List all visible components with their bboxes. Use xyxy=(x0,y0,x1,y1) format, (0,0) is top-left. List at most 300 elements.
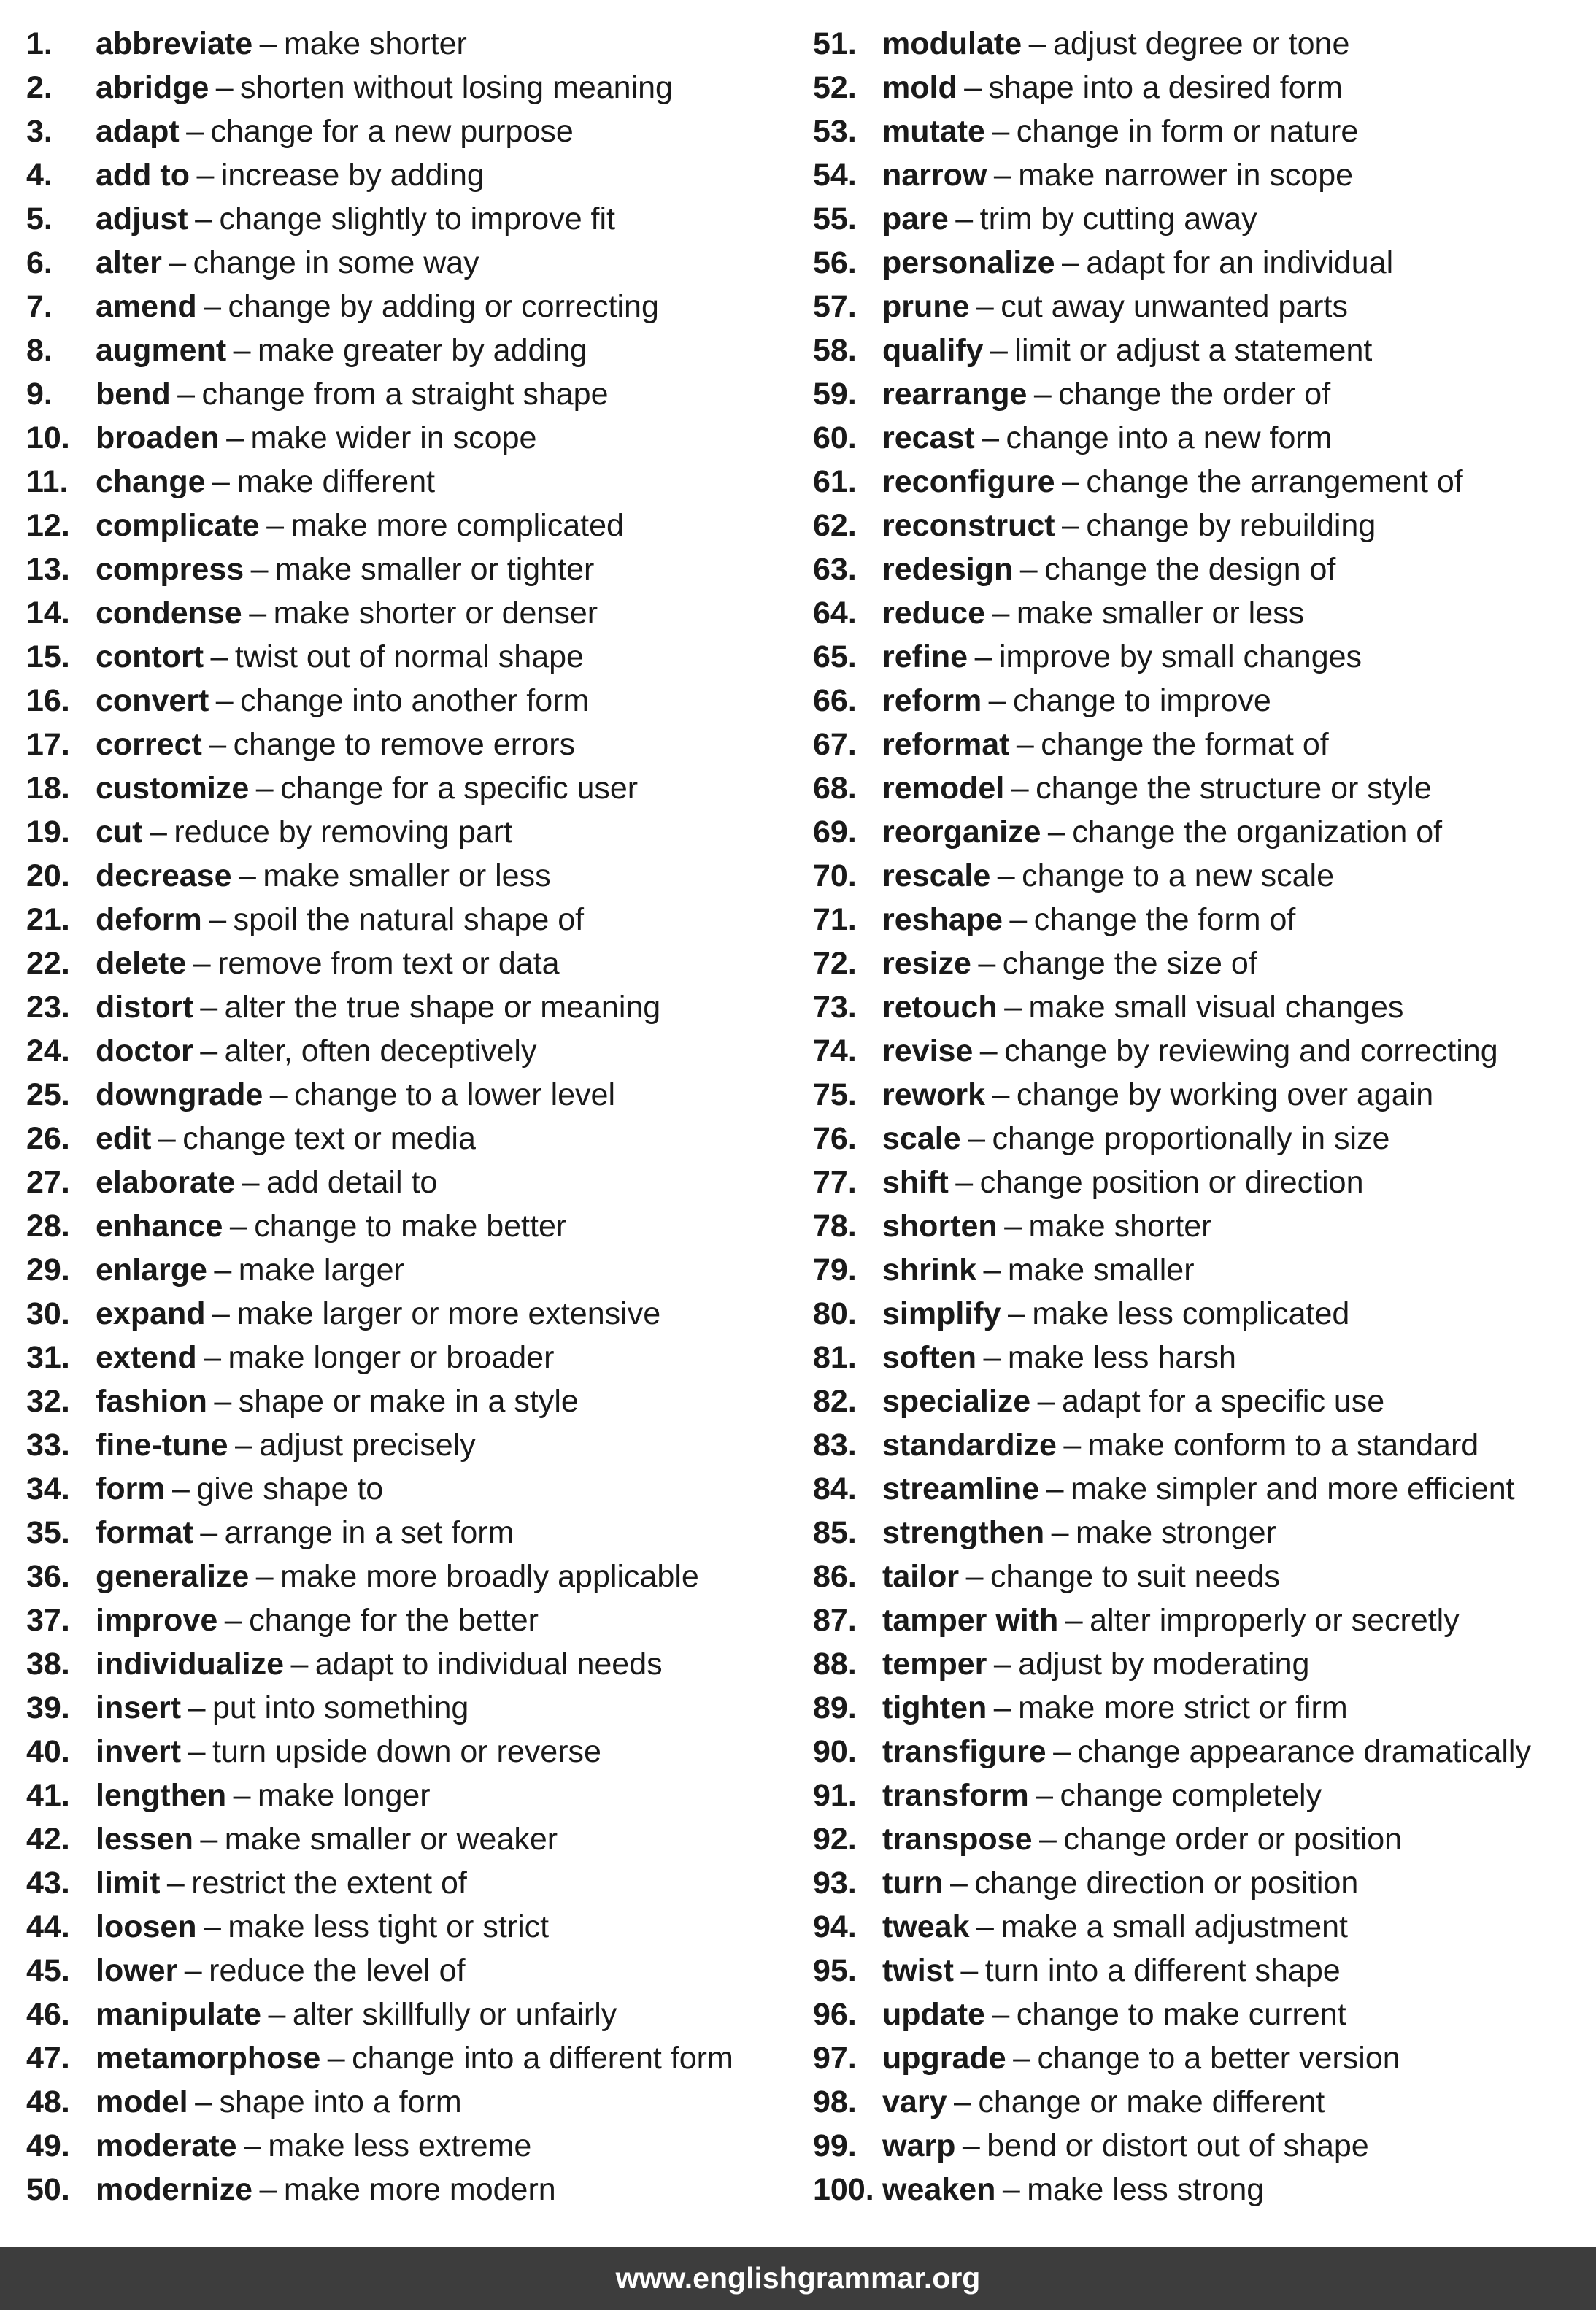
item-definition: change to suit needs xyxy=(990,1559,1280,1594)
list-item xyxy=(813,1511,1587,1555)
item-body xyxy=(882,1730,1531,1774)
list-item xyxy=(26,2036,800,2080)
item-number: 18. xyxy=(26,771,70,806)
item-word: scale xyxy=(882,1121,961,1156)
list-item xyxy=(26,1467,800,1511)
item-body xyxy=(882,854,1334,898)
item-definition: shape into a form xyxy=(219,2084,462,2120)
item-word: modernize xyxy=(96,2172,253,2207)
item-dash: – xyxy=(1037,1384,1055,1419)
item-word: format xyxy=(96,1515,193,1550)
item-definition: make small visual changes xyxy=(1028,990,1404,1025)
item-definition: make smaller xyxy=(1007,1252,1195,1287)
item-dash: – xyxy=(212,1296,230,1331)
item-definition: make longer xyxy=(258,1778,431,1813)
item-definition: change to a lower level xyxy=(294,1077,615,1112)
list-item xyxy=(813,372,1587,416)
item-word: tweak xyxy=(882,1909,970,1944)
item-number: 34. xyxy=(26,1471,70,1506)
item-body xyxy=(96,1204,566,1248)
item-word: remodel xyxy=(882,771,1005,806)
item-dash: – xyxy=(177,377,196,412)
list-item xyxy=(813,1204,1587,1248)
list-item xyxy=(813,1117,1587,1160)
list-item xyxy=(26,854,800,898)
item-word: adapt xyxy=(96,114,180,149)
list-item xyxy=(26,328,800,372)
item-dash: – xyxy=(1065,1603,1083,1638)
item-dash: – xyxy=(238,858,256,893)
item-word: customize xyxy=(96,771,250,806)
item-body xyxy=(96,1379,579,1423)
item-body xyxy=(96,2168,556,2211)
list-item xyxy=(26,109,800,153)
item-definition: change the form of xyxy=(1033,902,1296,937)
item-number: 76. xyxy=(813,1121,857,1156)
item-body xyxy=(96,109,574,153)
item-definition: alter improperly or secretly xyxy=(1090,1603,1460,1638)
item-body xyxy=(96,1160,437,1204)
item-word: twist xyxy=(882,1953,954,1988)
item-definition: make more modern xyxy=(283,2172,556,2207)
item-body xyxy=(96,591,598,635)
item-body xyxy=(882,1248,1195,1292)
item-number: 17. xyxy=(26,727,70,762)
item-word: metamorphose xyxy=(96,2041,321,2076)
item-word: compress xyxy=(96,552,244,587)
item-dash: – xyxy=(1051,1515,1069,1550)
item-definition: change by adding or correcting xyxy=(228,289,659,324)
item-definition: change to a new scale xyxy=(1022,858,1334,893)
item-number: 50. xyxy=(26,2172,70,2207)
item-number: 60. xyxy=(813,420,857,455)
item-body xyxy=(96,1949,466,1993)
item-dash: – xyxy=(200,990,218,1025)
item-number: 15. xyxy=(26,639,70,674)
list-item xyxy=(26,1292,800,1336)
item-number: 41. xyxy=(26,1778,70,1813)
item-body xyxy=(96,328,587,372)
item-dash: – xyxy=(962,2128,980,2163)
item-definition: turn upside down or reverse xyxy=(212,1734,601,1769)
item-dash: – xyxy=(327,2041,345,2076)
list-item xyxy=(813,591,1587,635)
item-word: reduce xyxy=(882,596,986,631)
item-number: 67. xyxy=(813,727,857,762)
item-dash: – xyxy=(195,2084,213,2120)
item-number: 47. xyxy=(26,2041,70,2076)
item-word: shift xyxy=(882,1165,949,1200)
item-number: 78. xyxy=(813,1209,857,1244)
list-item xyxy=(26,1379,800,1423)
list-item xyxy=(813,241,1587,285)
item-body xyxy=(882,22,1349,66)
item-body xyxy=(882,2168,1264,2211)
item-dash: – xyxy=(953,2084,971,2120)
item-definition: change completely xyxy=(1060,1778,1322,1813)
item-dash: – xyxy=(255,1559,274,1594)
list-item xyxy=(813,1730,1587,1774)
item-definition: alter the true shape or meaning xyxy=(224,990,661,1025)
item-body xyxy=(882,723,1329,766)
list-item xyxy=(26,1555,800,1598)
item-number: 20. xyxy=(26,858,70,893)
list-item xyxy=(26,2168,800,2211)
item-word: lengthen xyxy=(96,1778,227,1813)
list-item xyxy=(813,1686,1587,1730)
item-definition: change for a specific user xyxy=(280,771,639,806)
list-item xyxy=(26,2124,800,2168)
item-body xyxy=(882,1774,1322,1817)
item-definition: change to improve xyxy=(1013,683,1271,718)
list-item xyxy=(813,1949,1587,1993)
item-body xyxy=(882,1467,1515,1511)
item-word: enhance xyxy=(96,1209,223,1244)
item-body xyxy=(882,1555,1280,1598)
item-body xyxy=(882,679,1271,723)
item-body xyxy=(96,635,584,679)
item-body xyxy=(882,1511,1276,1555)
list-item xyxy=(26,153,800,197)
item-body xyxy=(882,1117,1389,1160)
item-word: complicate xyxy=(96,508,260,543)
list-item xyxy=(813,109,1587,153)
item-number: 73. xyxy=(813,990,857,1025)
item-body xyxy=(96,1423,476,1467)
item-definition: adjust by moderating xyxy=(1018,1647,1310,1682)
item-number: 10. xyxy=(26,420,70,455)
item-number: 12. xyxy=(26,508,70,543)
item-body xyxy=(96,416,536,460)
item-definition: change for a new purpose xyxy=(210,114,574,149)
item-definition: change order or position xyxy=(1063,1822,1403,1857)
item-definition: make more broadly applicable xyxy=(280,1559,699,1594)
list-item xyxy=(26,1511,800,1555)
item-word: transpose xyxy=(882,1822,1033,1857)
list-item xyxy=(26,1029,800,1073)
item-number: 48. xyxy=(26,2084,70,2120)
item-definition: twist out of normal shape xyxy=(234,639,584,674)
item-definition: change the format of xyxy=(1041,727,1329,762)
item-body xyxy=(882,1598,1460,1642)
item-dash: – xyxy=(990,333,1008,368)
item-word: bend xyxy=(96,377,171,412)
item-word: recast xyxy=(882,420,975,455)
item-dash: – xyxy=(1004,990,1022,1025)
item-body xyxy=(96,1817,558,1861)
item-word: extend xyxy=(96,1340,197,1375)
list-item xyxy=(26,22,800,66)
item-number: 55. xyxy=(813,201,857,236)
item-number: 35. xyxy=(26,1515,70,1550)
item-word: abridge xyxy=(96,70,209,105)
item-definition: make less extreme xyxy=(268,2128,532,2163)
item-number: 74. xyxy=(813,1033,857,1069)
list-item xyxy=(813,2124,1587,2168)
item-dash: – xyxy=(149,815,167,850)
item-body xyxy=(96,1598,539,1642)
item-number: 80. xyxy=(813,1296,857,1331)
item-dash: – xyxy=(233,1778,251,1813)
item-word: enlarge xyxy=(96,1252,207,1287)
item-definition: change proportionally in size xyxy=(992,1121,1390,1156)
item-dash: – xyxy=(979,1033,998,1069)
list-item xyxy=(26,766,800,810)
item-word: rescale xyxy=(882,858,991,893)
item-body xyxy=(96,1248,404,1292)
item-number: 93. xyxy=(813,1866,857,1901)
item-word: personalize xyxy=(882,245,1055,280)
right-column xyxy=(813,22,1587,2211)
item-definition: change from a straight shape xyxy=(201,377,609,412)
item-word: reshape xyxy=(882,902,1003,937)
item-word: mold xyxy=(882,70,957,105)
item-definition: adjust degree or tone xyxy=(1052,26,1350,61)
list-item xyxy=(26,504,800,547)
item-definition: restrict the extent of xyxy=(191,1866,467,1901)
item-number: 5. xyxy=(26,201,53,236)
item-word: adjust xyxy=(96,201,188,236)
item-definition: make a small adjustment xyxy=(1001,1909,1348,1944)
list-item xyxy=(26,635,800,679)
item-number: 30. xyxy=(26,1296,70,1331)
item-body xyxy=(96,285,659,328)
item-dash: – xyxy=(1019,552,1038,587)
list-item xyxy=(26,416,800,460)
footer-website-link[interactable]: www.englishgrammar.org xyxy=(615,2261,981,2295)
item-dash: – xyxy=(196,158,215,193)
list-item xyxy=(813,285,1587,328)
item-dash: – xyxy=(210,639,228,674)
item-dash: – xyxy=(992,1997,1010,2032)
item-definition: make simpler and more efficient xyxy=(1070,1471,1515,1506)
item-word: transfigure xyxy=(882,1734,1046,1769)
item-word: abbreviate xyxy=(96,26,253,61)
list-item xyxy=(813,197,1587,241)
item-body xyxy=(882,1905,1348,1949)
item-word: delete xyxy=(96,946,187,981)
item-definition: change to remove errors xyxy=(233,727,576,762)
list-item xyxy=(813,504,1587,547)
item-body xyxy=(882,328,1372,372)
item-body xyxy=(882,635,1362,679)
item-word: tailor xyxy=(882,1559,960,1594)
list-item xyxy=(813,22,1587,66)
item-number: 59. xyxy=(813,377,857,412)
item-definition: change in some way xyxy=(193,245,479,280)
item-dash: – xyxy=(200,1033,218,1069)
list-item xyxy=(813,766,1587,810)
item-word: strengthen xyxy=(882,1515,1045,1550)
item-dash: – xyxy=(1016,727,1034,762)
list-item xyxy=(813,1160,1587,1204)
item-word: model xyxy=(96,2084,188,2120)
item-word: streamline xyxy=(882,1471,1040,1506)
item-dash: – xyxy=(960,1953,979,1988)
item-dash: – xyxy=(209,727,227,762)
item-number: 21. xyxy=(26,902,70,937)
item-dash: – xyxy=(1038,1822,1057,1857)
item-number: 54. xyxy=(813,158,857,193)
item-word: reorganize xyxy=(882,815,1041,850)
item-body xyxy=(882,810,1442,854)
item-dash: – xyxy=(983,1340,1001,1375)
item-number: 72. xyxy=(813,946,857,981)
item-body xyxy=(96,854,551,898)
item-number: 42. xyxy=(26,1822,70,1857)
item-word: mutate xyxy=(882,114,985,149)
item-definition: shape or make in a style xyxy=(238,1384,579,1419)
list-item xyxy=(813,66,1587,109)
item-word: loosen xyxy=(96,1909,197,1944)
item-dash: – xyxy=(209,902,227,937)
list-item xyxy=(813,635,1587,679)
item-definition: improve by small changes xyxy=(998,639,1362,674)
item-definition: make less tight or strict xyxy=(228,1909,550,1944)
item-dash: – xyxy=(259,2172,277,2207)
item-word: cut xyxy=(96,815,143,850)
item-definition: make shorter or denser xyxy=(273,596,598,631)
item-body xyxy=(96,197,615,241)
item-number: 8. xyxy=(26,333,53,368)
item-body xyxy=(96,985,660,1029)
list-item xyxy=(813,1774,1587,1817)
list-item xyxy=(26,1248,800,1292)
item-number: 63. xyxy=(813,552,857,587)
item-number: 22. xyxy=(26,946,70,981)
item-number: 46. xyxy=(26,1997,70,2032)
item-number: 16. xyxy=(26,683,70,718)
list-item xyxy=(813,1423,1587,1467)
item-number: 86. xyxy=(813,1559,857,1594)
item-body xyxy=(96,504,624,547)
item-word: narrow xyxy=(882,158,987,193)
item-body xyxy=(882,898,1295,942)
item-definition: make greater by adding xyxy=(258,333,587,368)
item-word: contort xyxy=(96,639,204,674)
item-number: 57. xyxy=(813,289,857,324)
list-item xyxy=(26,1423,800,1467)
item-definition: spoil the natural shape of xyxy=(233,902,585,937)
item-number: 32. xyxy=(26,1384,70,1419)
list-item xyxy=(26,285,800,328)
list-item xyxy=(26,1774,800,1817)
item-dash: – xyxy=(997,858,1015,893)
item-dash: – xyxy=(204,1909,221,1944)
list-item xyxy=(813,1336,1587,1379)
list-item xyxy=(813,1555,1587,1598)
item-word: reconstruct xyxy=(882,508,1055,543)
item-word: lessen xyxy=(96,1822,193,1857)
item-number: 94. xyxy=(813,1909,857,1944)
item-number: 85. xyxy=(813,1515,857,1550)
item-word: resize xyxy=(882,946,971,981)
item-definition: make different xyxy=(236,464,436,499)
item-body xyxy=(96,1686,469,1730)
item-definition: change the order of xyxy=(1058,377,1331,412)
item-body xyxy=(882,372,1330,416)
item-definition: alter, often deceptively xyxy=(224,1033,537,1069)
item-definition: change into another form xyxy=(240,683,590,718)
list-item xyxy=(26,1642,800,1686)
item-body xyxy=(96,1511,514,1555)
item-number: 52. xyxy=(813,70,857,105)
item-number: 79. xyxy=(813,1252,857,1287)
item-dash: – xyxy=(992,1077,1010,1112)
item-dash: – xyxy=(1028,26,1046,61)
list-item xyxy=(813,985,1587,1029)
item-word: refine xyxy=(882,639,968,674)
item-dash: – xyxy=(268,1997,286,2032)
item-definition: reduce by removing part xyxy=(174,815,513,850)
item-body xyxy=(96,1467,383,1511)
list-item xyxy=(26,547,800,591)
item-dash: – xyxy=(259,26,277,61)
list-item xyxy=(26,942,800,985)
item-dash: – xyxy=(193,946,211,981)
item-body xyxy=(96,153,485,197)
list-item xyxy=(813,1029,1587,1073)
item-word: transform xyxy=(882,1778,1029,1813)
list-item xyxy=(813,1379,1587,1423)
item-dash: – xyxy=(235,1428,252,1463)
item-body xyxy=(882,1817,1402,1861)
item-definition: change direction or position xyxy=(974,1866,1359,1901)
list-item xyxy=(813,1993,1587,2036)
item-body xyxy=(96,22,467,66)
item-number: 49. xyxy=(26,2128,70,2163)
item-body xyxy=(882,1642,1309,1686)
list-item xyxy=(26,197,800,241)
item-definition: make shorter xyxy=(1028,1209,1212,1244)
item-dash: – xyxy=(229,1209,247,1244)
list-item xyxy=(813,854,1587,898)
item-definition: make smaller or weaker xyxy=(224,1822,558,1857)
item-dash: – xyxy=(1011,771,1029,806)
list-item xyxy=(26,1117,800,1160)
item-definition: adapt for a specific use xyxy=(1062,1384,1385,1419)
item-body xyxy=(96,679,589,723)
item-body xyxy=(882,1861,1358,1905)
item-definition: change the arrangement of xyxy=(1086,464,1463,499)
item-dash: – xyxy=(166,1866,185,1901)
item-definition: change the organization of xyxy=(1072,815,1443,850)
item-definition: change by working over again xyxy=(1016,1077,1434,1112)
list-item xyxy=(813,1642,1587,1686)
item-number: 92. xyxy=(813,1822,857,1857)
item-definition: make smaller or tighter xyxy=(275,552,595,587)
item-dash: – xyxy=(249,596,267,631)
item-number: 89. xyxy=(813,1690,857,1725)
item-word: shorten xyxy=(882,1209,998,1244)
item-dash: – xyxy=(1002,2172,1020,2207)
item-number: 29. xyxy=(26,1252,70,1287)
item-body xyxy=(96,372,609,416)
item-number: 24. xyxy=(26,1033,70,1069)
item-dash: – xyxy=(266,508,285,543)
item-number: 19. xyxy=(26,815,70,850)
item-word: weaken xyxy=(882,2172,996,2207)
item-word: qualify xyxy=(882,333,984,368)
item-dash: – xyxy=(200,1822,218,1857)
item-word: limit xyxy=(96,1866,161,1901)
item-definition: change the structure or style xyxy=(1036,771,1432,806)
item-word: broaden xyxy=(96,420,220,455)
item-number: 33. xyxy=(26,1428,70,1463)
item-number: 13. xyxy=(26,552,70,587)
item-body xyxy=(882,197,1257,241)
item-dash: – xyxy=(224,1603,242,1638)
